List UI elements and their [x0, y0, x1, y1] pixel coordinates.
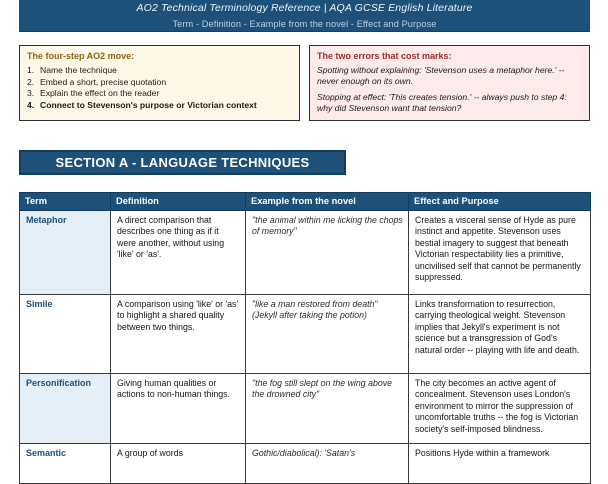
column-header-effect: Effect and Purpose — [409, 193, 591, 211]
cell-term: Metaphor — [20, 211, 111, 295]
cell-example: "like a man restored from death" (Jekyll after taking the potion) — [246, 295, 409, 374]
cell-definition: A comparison using 'like' or 'as' to highlight a shared quality between two things. — [111, 295, 246, 374]
section-a-heading — [19, 150, 346, 175]
step-number: 3. — [27, 88, 35, 99]
step-number: 2. — [27, 76, 35, 87]
common-errors-heading: The two errors that cost marks: — [317, 51, 452, 61]
cell-effect: Links transformation to resurrection, carrying theological weight. Stevenson implies that Jekyll's experiment is not science but a transgression of God's natural order -- playing with life and death. — [409, 295, 591, 374]
step-text: Connect to Stevenson's purpose or Victorian context — [40, 100, 257, 111]
section-a-title: SECTION A - LANGUAGE TECHNIQUES — [55, 155, 310, 170]
table-row — [20, 295, 591, 374]
column-header-term: Term — [20, 193, 111, 211]
list-item — [27, 88, 292, 99]
error-item: Spotting without explaining: 'Stevenson uses a metaphor here.' -- never enough on its own. — [317, 64, 565, 87]
cell-effect: The city becomes an active agent of concealment. Stevenson uses London's environment to mirror the suppression of uncomfortable truths -- the fog is Victorian society's self-imposed blindness. — [409, 374, 591, 444]
cell-example: "the animal within me licking the chops of memory" — [246, 211, 409, 295]
cell-effect: Creates a visceral sense of Hyde as pure instinct and appetite. Stevenson uses bestial imagery to suggest that beneath Victorian respectability lies a primitive, uncivilised self that cannot be permanently suppressed. — [409, 211, 591, 295]
cell-term: Personification — [20, 374, 111, 444]
cell-example: "the fog still slept on the wing above the drowned city" — [246, 374, 409, 444]
table-row — [20, 374, 591, 444]
four-step-heading: The four-step AO2 move: — [27, 51, 135, 61]
column-header-definition: Definition — [111, 193, 246, 211]
document-subtitle: Term - Definition - Example from the novel - Effect and Purpose — [172, 18, 437, 29]
list-item — [27, 100, 292, 111]
list-item — [27, 65, 292, 76]
common-errors-callout — [309, 45, 590, 121]
cell-definition: A group of words — [111, 444, 246, 484]
error-item: Stopping at effect: 'This creates tension.' -- always push to step 4: why did Stevenson want that tension? — [317, 91, 567, 114]
cell-example: Gothic/diabolical): 'Satan's — [246, 444, 409, 484]
document-title: AO2 Technical Terminology Reference | AQA GCSE English Literature — [136, 2, 473, 14]
cell-definition: A direct comparison that describes one thing as if it were another, without using 'like' or 'as'. — [111, 211, 246, 295]
step-text: Explain the effect on the reader — [40, 88, 160, 99]
table-header-row — [20, 193, 591, 211]
document-banner — [19, 0, 590, 32]
cell-term: Simile — [20, 295, 111, 374]
language-techniques-table — [19, 192, 591, 484]
step-text: Embed a short, precise quotation — [40, 76, 167, 87]
callout-row — [19, 45, 590, 121]
cell-definition: Giving human qualities or actions to non-human things. — [111, 374, 246, 444]
step-text: Name the technique — [40, 64, 117, 75]
table-row — [20, 444, 591, 484]
cell-effect: Positions Hyde within a framework — [409, 444, 591, 484]
table-row — [20, 211, 591, 295]
list-item — [27, 77, 292, 88]
four-step-list — [27, 65, 292, 112]
step-number: 4. — [27, 100, 35, 111]
four-step-callout — [19, 45, 300, 121]
step-number: 1. — [27, 64, 35, 75]
column-header-example: Example from the novel — [246, 193, 409, 211]
cell-term: Semantic — [20, 444, 111, 484]
